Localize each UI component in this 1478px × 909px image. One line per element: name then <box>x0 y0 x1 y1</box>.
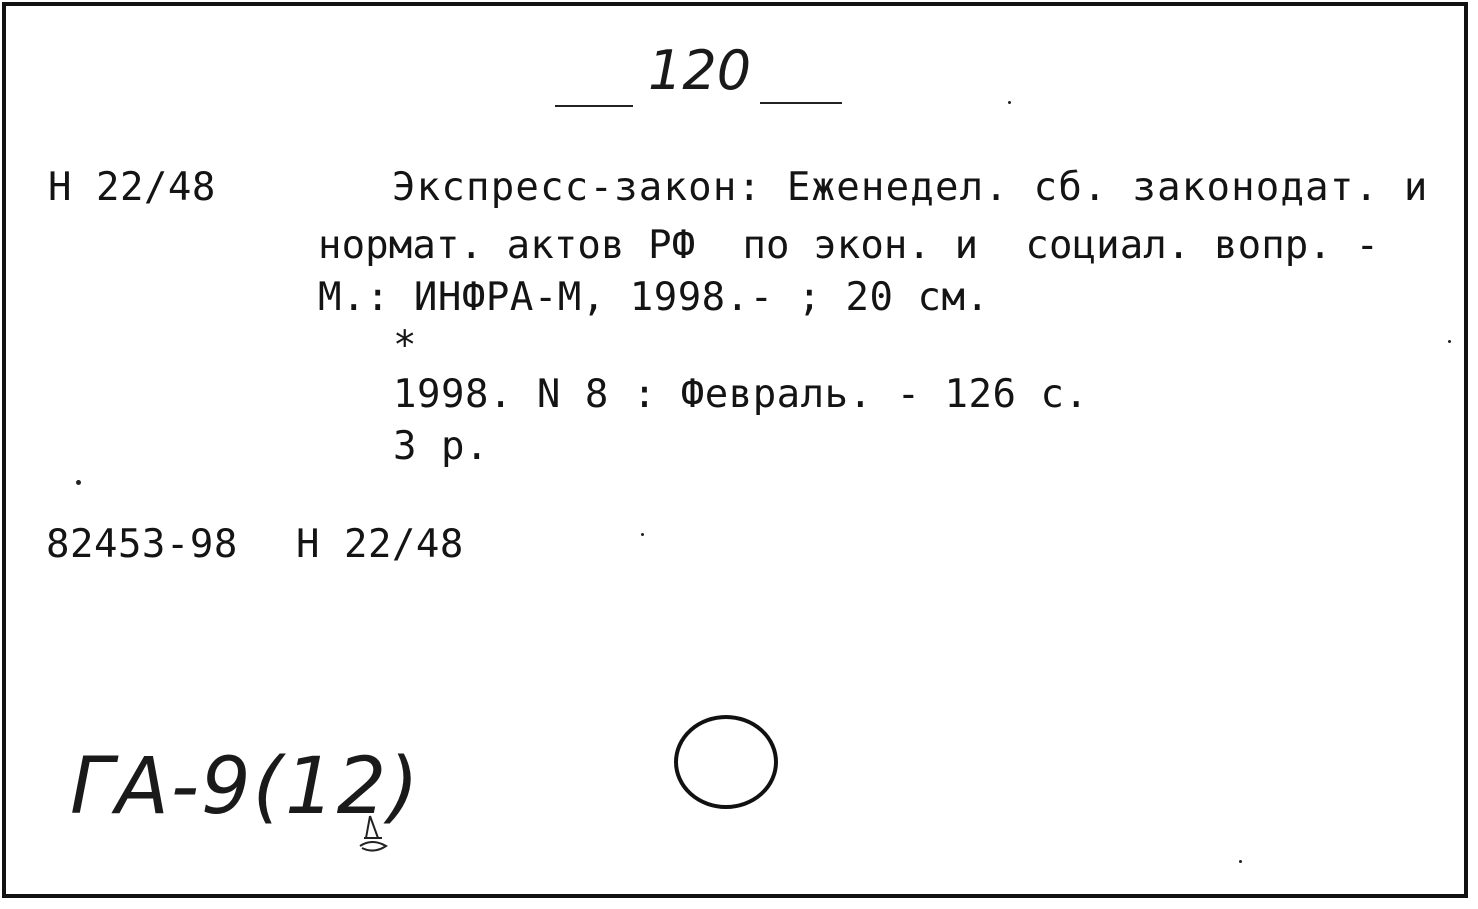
page-number-rule-right <box>760 102 842 104</box>
title-line-1: Экспресс-закон: Еженедел. сб. законодат. и <box>392 165 1429 210</box>
speck-4 <box>641 533 644 536</box>
inventory-shelfmark: Н 22/48 <box>296 522 464 567</box>
page-number: 120 <box>648 39 752 102</box>
punched-hole <box>668 710 784 814</box>
speck-1 <box>76 480 81 485</box>
asterisk: * <box>393 323 417 368</box>
speck-3 <box>1448 340 1451 343</box>
speck-2 <box>1008 101 1011 104</box>
handwritten-mark <box>352 808 402 856</box>
page-number-rule-left <box>555 105 633 107</box>
inventory-number: 82453-98 <box>46 522 238 567</box>
handwritten-code: ГА-9(12) <box>70 742 421 832</box>
price-line: 3 р. <box>393 424 489 469</box>
title-line-2: нормат. актов РФ по экон. и социал. вопр. - <box>318 223 1380 268</box>
issue-line: 1998. N 8 : Февраль. - 126 с. <box>393 372 1089 417</box>
speck-5 <box>1239 860 1242 863</box>
shelfmark: Н 22/48 <box>48 165 216 210</box>
title-line-3: М.: ИНФРА-М, 1998.- ; 20 см. <box>318 275 990 320</box>
